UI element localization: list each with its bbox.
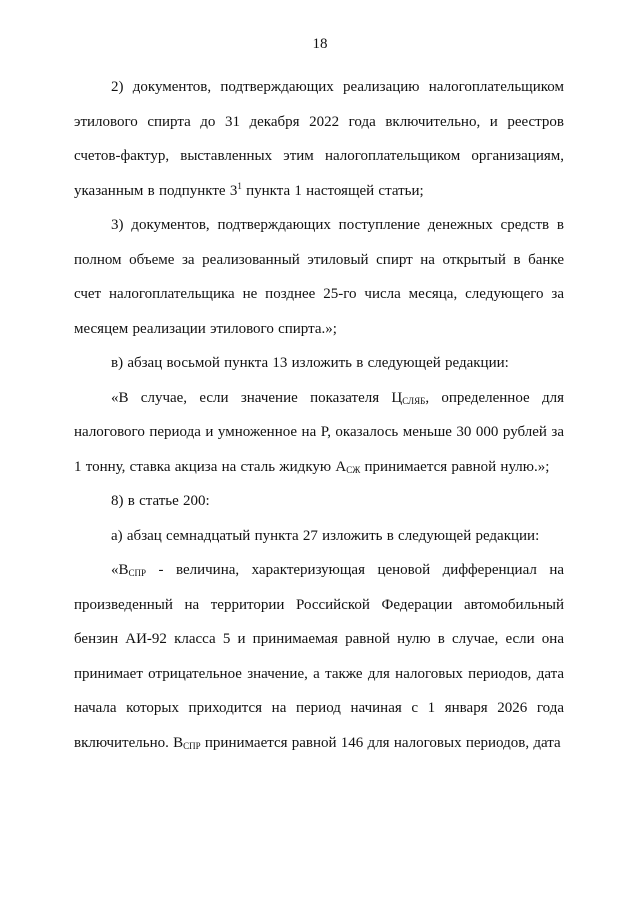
subscript: СЛЯБ	[402, 395, 426, 406]
paragraph-text: принимается равной 146 для налоговых периодов, дата	[200, 734, 561, 751]
paragraph-text: пункта 1 настоящей статьи;	[241, 182, 424, 199]
paragraph-article-200: 8) в статье 200:	[111, 493, 210, 509]
subscript: СЖ	[346, 464, 361, 475]
paragraph-text: 2) документов, подтверждающих реализацию налогоплательщиком этилового спирта до 31 декабря 2022 года включительно, и реестров счетов-фактур, выставленных этим налогоплательщиком организациям, указанным в подпункте 3	[74, 79, 564, 199]
paragraph-text: , определенное для налогового периода и умноженное на Р, оказалось меньше 30 000 рублей за 1 тонну, ставка акциза на сталь жидкую А	[74, 389, 564, 475]
paragraph-text: - величина, характеризующая ценовой дифференциал на произведенный на территории Российской Федерации автомобильный бензин АИ-92 класса 5 и принимаемая равной нулю в случае, если она принимает отрицательное значение, а также для налоговых периодов, дата начала которых приходится на период начиная с 1 января 2026 года включительно. В	[74, 562, 564, 751]
superscript: 1	[237, 180, 242, 191]
paragraph-text: «В	[111, 562, 129, 578]
paragraph-clause-a: а) абзац семнадцатый пункта 27 изложить в следующей редакции:	[111, 527, 540, 544]
paragraph-clause-v: в) абзац восьмой пункта 13 изложить в следующей редакции:	[111, 355, 509, 371]
paragraph-steel-excise	[74, 381, 564, 485]
paragraph-text: «В случае, если значение показателя Ц	[111, 389, 403, 406]
subscript: СПР	[128, 568, 147, 578]
paragraph-documents-sales	[74, 70, 564, 208]
paragraph-text: принимается равной нулю.»;	[360, 458, 550, 475]
paragraph-documents-funds: 3) документов, подтверждающих поступление денежных средств в полном объеме за реализованный этиловый спирт на открытый в банке счет налогоплательщика не позднее 25-го числа месяца, следующего за месяцем реализации этилового спирта.»;	[74, 217, 564, 337]
document-body	[74, 70, 564, 760]
paragraph-price-differential	[74, 553, 564, 760]
subscript: СПР	[183, 740, 201, 751]
page-number: 18	[312, 36, 328, 52]
